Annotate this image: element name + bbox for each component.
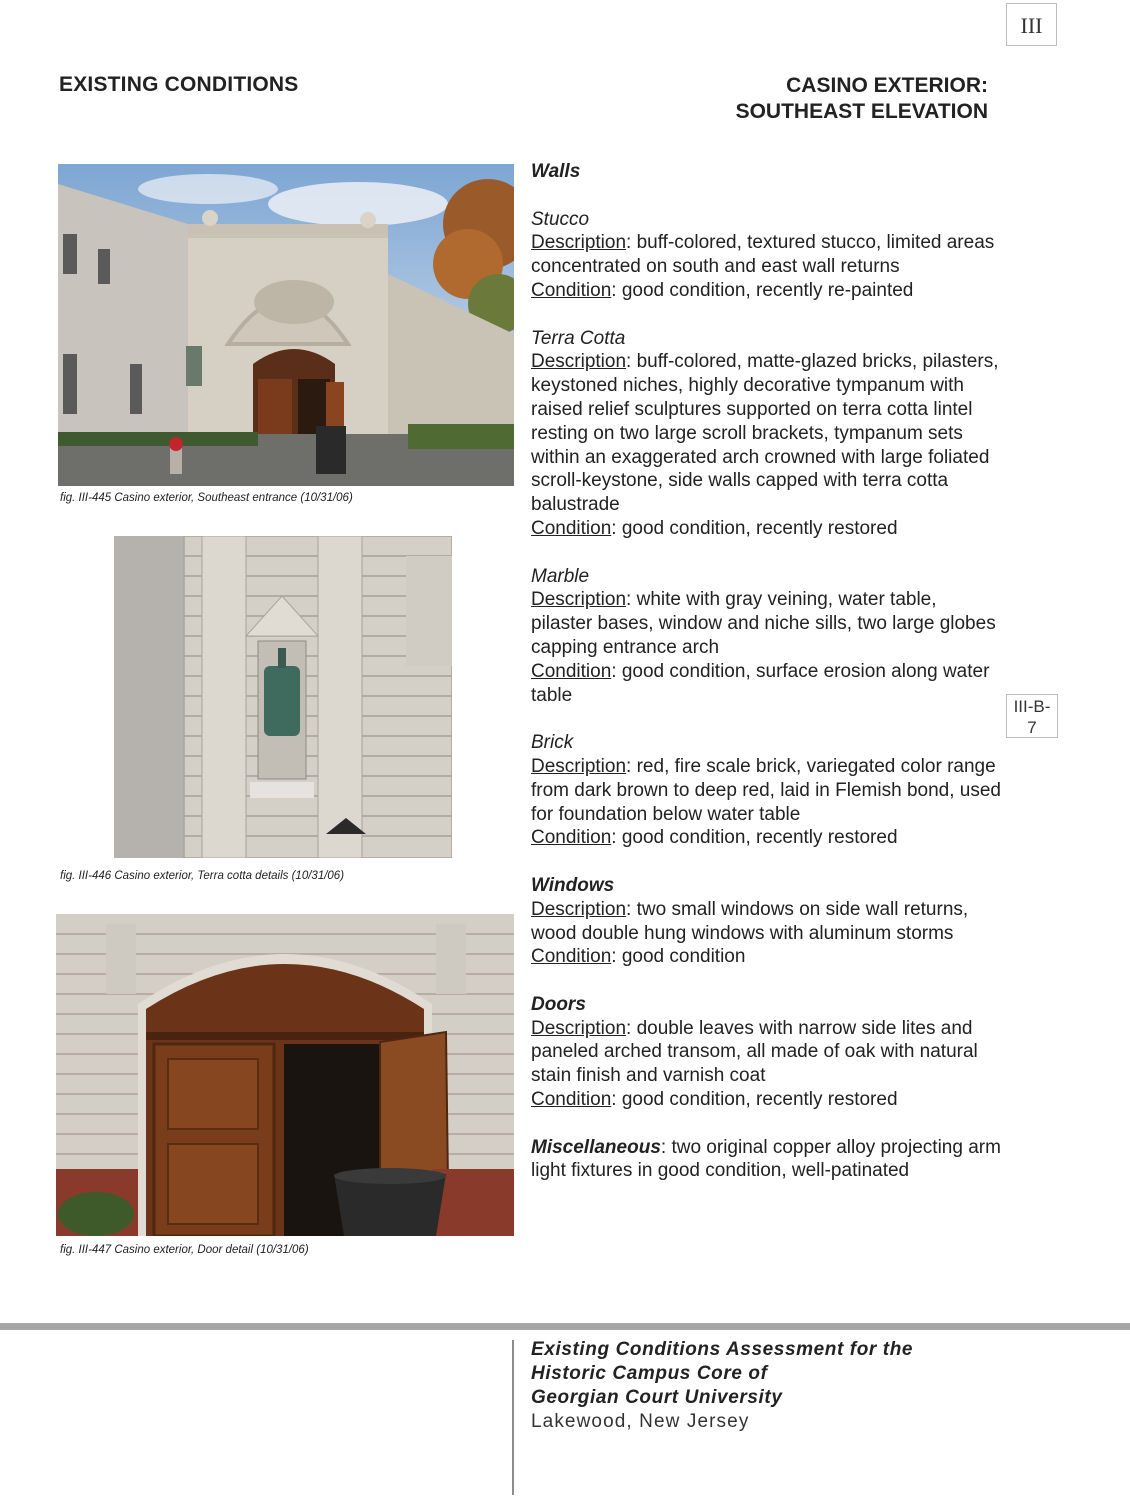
footer-line-3: Georgian Court University xyxy=(531,1387,783,1408)
photo-southeast-entrance-image xyxy=(58,164,514,486)
brick-condition xyxy=(531,826,1001,850)
description-text: : buff-colored, matte-glazed bricks, pilasters, keystoned niches, highly decorative tympanum with raised relief sculptures supported on terra cotta lintel resting on two large scroll brackets, tympanum sets within an exaggerated arch crowned with large foliated scroll-keystone, side walls capped with terra cotta balustrade xyxy=(531,351,999,516)
photo-southeast-entrance xyxy=(58,164,514,486)
condition-label: Condition xyxy=(531,660,612,682)
description-text: : buff-colored, textured stucco, limited areas concentrated on south and east wall returns xyxy=(531,232,995,278)
doors-heading: Doors xyxy=(531,993,586,1015)
footer-rule xyxy=(0,1323,1130,1330)
page-number-tab: III-B- 7 xyxy=(1006,694,1058,738)
description-text: : double leaves with narrow side lites and paneled arched transom, all made of oak with natural stain finish and varnish coat xyxy=(531,1017,978,1087)
conditions-text xyxy=(531,160,1001,1183)
doors-condition xyxy=(531,1088,1001,1112)
terra-cotta-condition xyxy=(531,517,1001,541)
photo-terra-cotta-details xyxy=(114,536,452,858)
windows-block xyxy=(531,874,1001,969)
footer-line-1: Existing Conditions Assessment for the xyxy=(531,1339,914,1360)
windows-heading: Windows xyxy=(531,874,615,896)
page-header-left: EXISTING CONDITIONS xyxy=(59,73,299,96)
terra-cotta-title: Terra Cotta xyxy=(531,327,626,349)
condition-text: : good condition xyxy=(611,946,746,968)
description-text: : two small windows on side wall returns, wood double hung windows with aluminum storms xyxy=(531,898,969,944)
condition-label: Condition xyxy=(531,827,612,849)
condition-text: : good condition, recently restored xyxy=(611,827,898,849)
marble-description xyxy=(531,588,1001,659)
marble-title: Marble xyxy=(531,565,590,587)
section-tab: III xyxy=(1006,3,1057,46)
figure-caption-1: fig. III-445 Casino exterior, Southeast entrance (10/31/06) xyxy=(60,492,353,504)
brick-block xyxy=(531,731,1001,850)
terra-cotta-block xyxy=(531,327,1001,541)
photo-door-detail-image xyxy=(56,914,514,1236)
header-title-line-2: SOUTHEAST ELEVATION xyxy=(735,100,988,123)
doors-description xyxy=(531,1017,1001,1088)
condition-label: Condition xyxy=(531,279,612,301)
miscellaneous-text: : two original copper alloy projecting arm light fixtures in good condition, well-patinated xyxy=(531,1136,1001,1182)
marble-block xyxy=(531,565,1001,708)
description-label: Description xyxy=(531,898,627,920)
description-label: Description xyxy=(531,351,627,373)
description-label: Description xyxy=(531,755,627,777)
description-label: Description xyxy=(531,232,627,254)
figure-caption-3: fig. III-447 Casino exterior, Door detail (10/31/06) xyxy=(60,1244,309,1256)
marble-condition xyxy=(531,660,1001,708)
page-header-right xyxy=(736,73,988,125)
description-text: : white with gray veining, water table, pilaster bases, window and niche sills, two large globes capping entrance arch xyxy=(531,589,996,658)
condition-text: : good condition, surface erosion along water table xyxy=(531,660,990,706)
miscellaneous-heading: Miscellaneous xyxy=(531,1136,661,1158)
brick-description xyxy=(531,755,1001,826)
windows-condition xyxy=(531,945,1001,969)
footer-divider xyxy=(512,1340,514,1495)
photo-terra-cotta-details-image xyxy=(114,536,452,858)
windows-description xyxy=(531,898,1001,946)
condition-label: Condition xyxy=(531,946,612,968)
footer-location: Lakewood, New Jersey xyxy=(531,1411,750,1432)
miscellaneous-block xyxy=(531,1136,1001,1184)
photo-door-detail xyxy=(56,914,514,1236)
condition-label: Condition xyxy=(531,1089,612,1111)
footer-publication-title xyxy=(531,1338,913,1434)
description-label: Description xyxy=(531,589,627,611)
brick-title: Brick xyxy=(531,732,574,754)
stucco-condition xyxy=(531,279,1001,303)
stucco-block xyxy=(531,208,1001,303)
condition-text: : good condition, recently re-painted xyxy=(611,279,914,301)
condition-text: : good condition, recently restored xyxy=(611,517,898,539)
walls-heading: Walls xyxy=(531,161,581,182)
footer-line-2: Historic Campus Core of xyxy=(531,1363,768,1384)
doors-block xyxy=(531,993,1001,1112)
condition-label: Condition xyxy=(531,517,612,539)
terra-cotta-description xyxy=(531,350,1001,517)
stucco-description xyxy=(531,231,1001,279)
header-title-line-1: CASINO EXTERIOR: xyxy=(786,74,988,97)
description-label: Description xyxy=(531,1017,627,1039)
description-text: : red, fire scale brick, variegated color range from dark brown to deep red, laid in Flemish bond, used for foundation below water table xyxy=(531,755,1001,825)
figure-caption-2: fig. III-446 Casino exterior, Terra cotta details (10/31/06) xyxy=(60,870,345,882)
condition-text: : good condition, recently restored xyxy=(611,1089,898,1111)
stucco-title: Stucco xyxy=(531,208,590,230)
